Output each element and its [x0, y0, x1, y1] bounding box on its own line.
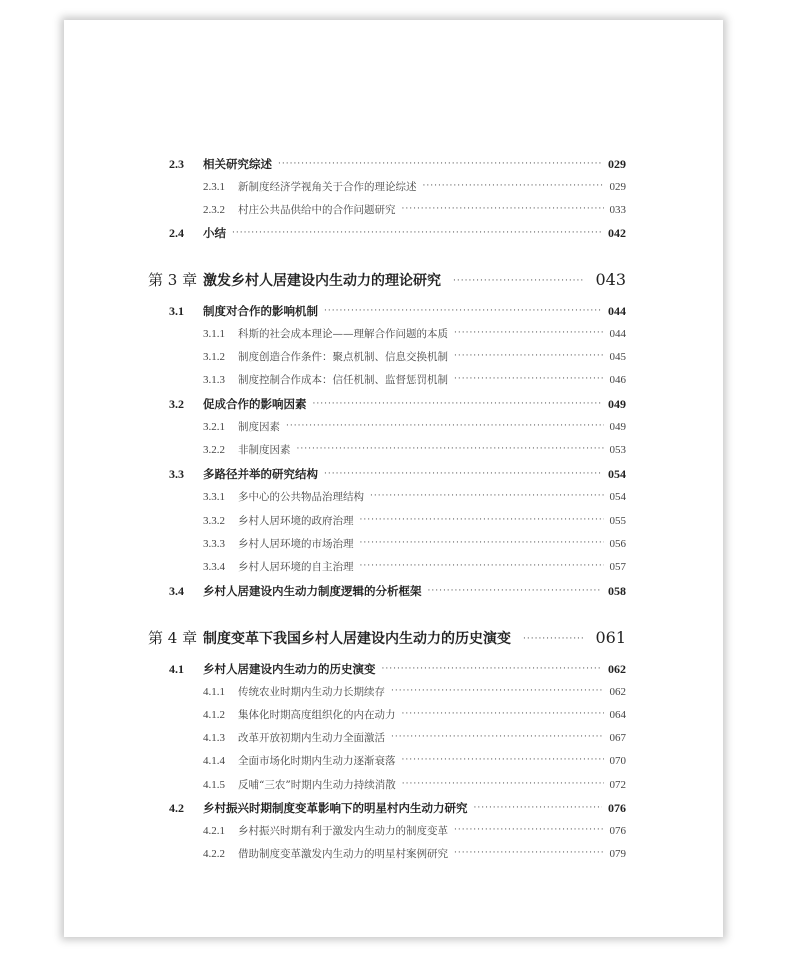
toc-entry-3-1-1[interactable]	[203, 326, 626, 341]
dot-leader	[297, 444, 604, 454]
entry-number: 4.2	[169, 801, 184, 815]
toc-entry-3-1-3[interactable]	[203, 372, 626, 387]
entry-page: 046	[609, 374, 626, 386]
dot-leader	[523, 634, 585, 644]
toc-entry-3-3-1[interactable]	[203, 489, 626, 504]
chapter-title: 激发乡村人居建设内生动力的理论研究	[203, 273, 441, 289]
dot-leader	[402, 779, 604, 789]
entry-page: 044	[608, 304, 626, 318]
entry-number: 4.2.1	[203, 825, 225, 837]
toc-entry-4-2-1[interactable]	[203, 823, 626, 838]
toc-entry-2-3[interactable]	[169, 156, 626, 172]
entry-title: 乡村人居环境的政府治理	[238, 515, 354, 527]
entry-title: 乡村人居建设内生动力制度逻辑的分析框架	[203, 584, 422, 598]
dot-leader	[370, 491, 604, 501]
entry-title: 全面市场化时期内生动力逐渐衰落	[238, 755, 396, 767]
toc-entry-3-3-3[interactable]	[203, 536, 626, 551]
entry-title: 乡村振兴时期有利于激发内生动力的制度变革	[238, 825, 448, 837]
entry-number: 3.3.2	[203, 515, 225, 527]
entry-title: 小结	[203, 226, 226, 240]
dot-leader	[423, 181, 604, 191]
chapter-page: 061	[595, 628, 626, 647]
entry-page: 049	[608, 397, 626, 411]
toc-entry-3-2-2[interactable]	[203, 442, 626, 457]
dot-leader	[454, 328, 604, 338]
entry-title: 改革开放初期内生动力全面激活	[238, 732, 385, 744]
entry-title: 制度对合作的影响机制	[203, 304, 318, 318]
chapter-page: 043	[595, 270, 626, 289]
dot-leader	[474, 803, 603, 813]
entry-number: 3.3.3	[203, 538, 225, 550]
entry-page: 053	[609, 444, 626, 456]
entry-page: 076	[609, 825, 626, 837]
dot-leader	[360, 538, 604, 548]
entry-number: 3.1.1	[203, 328, 225, 340]
entry-title: 借助制度变革激发内生动力的明星村案例研究	[238, 848, 448, 860]
entry-page: 044	[609, 328, 626, 340]
entry-number: 3.3.1	[203, 491, 225, 503]
toc-entry-4-1-2[interactable]	[203, 707, 626, 722]
toc-entry-3-3[interactable]	[169, 466, 626, 482]
entry-number: 4.1.3	[203, 732, 225, 744]
entry-number: 4.2.2	[203, 848, 225, 860]
entry-page: 062	[609, 686, 626, 698]
entry-title: 乡村振兴时期制度变革影响下的明星村内生动力研究	[203, 801, 468, 815]
dot-leader	[324, 469, 602, 479]
toc-chapter-4[interactable]	[148, 627, 626, 648]
entry-title: 制度创造合作条件：聚点机制、信息交换机制	[238, 351, 448, 363]
entry-title: 新制度经济学视角关于合作的理论综述	[238, 181, 417, 193]
entry-number: 3.2	[169, 397, 184, 411]
toc-entry-2-4[interactable]	[169, 225, 626, 241]
entry-number: 2.3.1	[203, 181, 225, 193]
toc-entry-4-1[interactable]	[169, 661, 626, 677]
entry-page: 067	[609, 732, 626, 744]
dot-leader	[391, 686, 604, 696]
dot-leader	[454, 351, 604, 361]
dot-leader	[402, 709, 604, 719]
entry-title: 多路径并举的研究结构	[203, 467, 318, 481]
entry-number: 4.1.5	[203, 779, 225, 791]
entry-page: 045	[609, 351, 626, 363]
entry-page: 054	[609, 491, 626, 503]
entry-title: 乡村人居环境的市场治理	[238, 538, 354, 550]
entry-page: 055	[609, 515, 626, 527]
toc-entry-3-1[interactable]	[169, 303, 626, 319]
dot-leader	[391, 732, 604, 742]
dot-leader	[324, 306, 602, 316]
entry-number: 2.4	[169, 226, 184, 240]
dot-leader	[360, 561, 604, 571]
entry-title: 促成合作的影响因素	[203, 397, 307, 411]
toc-entry-4-1-3[interactable]	[203, 730, 626, 745]
entry-page: 072	[609, 779, 626, 791]
entry-number: 4.1.2	[203, 709, 225, 721]
chapter-number: 第 3 章	[148, 271, 198, 289]
dot-leader	[286, 421, 604, 431]
entry-page: 076	[608, 801, 626, 815]
entry-page: 056	[609, 538, 626, 550]
toc-entry-2-3-2[interactable]	[203, 202, 626, 217]
dot-leader	[360, 515, 604, 525]
entry-page: 058	[608, 584, 626, 598]
entry-page: 029	[609, 181, 626, 193]
dot-leader	[402, 755, 604, 765]
toc-entry-3-2[interactable]	[169, 396, 626, 412]
entry-number: 2.3	[169, 157, 184, 171]
entry-number: 3.1.3	[203, 374, 225, 386]
entry-number: 4.1.1	[203, 686, 225, 698]
entry-page: 033	[609, 204, 626, 216]
entry-number: 3.1	[169, 304, 184, 318]
toc-entry-4-1-5[interactable]	[203, 777, 626, 792]
entry-page: 054	[608, 467, 626, 481]
entry-title: 集体化时期高度组织化的内在动力	[238, 709, 396, 721]
dot-leader	[454, 825, 604, 835]
entry-page: 070	[609, 755, 626, 767]
toc-entry-4-2-2[interactable]	[203, 846, 626, 861]
toc-entry-3-4[interactable]	[169, 583, 626, 599]
dot-leader	[313, 399, 603, 409]
entry-title: 科斯的社会成本理论——理解合作问题的本质	[238, 328, 448, 340]
toc-entry-4-2[interactable]	[169, 800, 626, 816]
entry-number: 3.1.2	[203, 351, 225, 363]
dot-leader	[453, 276, 585, 286]
dot-leader	[232, 228, 602, 238]
toc-entry-2-3-1[interactable]	[203, 179, 626, 194]
entry-page: 079	[609, 848, 626, 860]
entry-number: 3.2.2	[203, 444, 225, 456]
entry-number: 4.1	[169, 662, 184, 676]
entry-title: 村庄公共品供给中的合作问题研究	[238, 204, 396, 216]
entry-page: 057	[609, 561, 626, 573]
entry-title: 传统农业时期内生动力长期续存	[238, 686, 385, 698]
entry-number: 3.3	[169, 467, 184, 481]
book-page	[64, 20, 723, 937]
entry-page: 029	[608, 157, 626, 171]
entry-page: 042	[608, 226, 626, 240]
entry-number: 3.4	[169, 584, 184, 598]
chapter-number: 第 4 章	[148, 629, 198, 647]
entry-page: 049	[609, 421, 626, 433]
toc-entry-3-1-2[interactable]	[203, 349, 626, 364]
entry-page: 062	[608, 662, 626, 676]
dot-leader	[454, 374, 604, 384]
toc-entry-4-1-1[interactable]	[203, 684, 626, 699]
dot-leader	[382, 664, 603, 674]
entry-number: 3.3.4	[203, 561, 225, 573]
entry-title: 制度因素	[238, 421, 280, 433]
toc-entry-4-1-4[interactable]	[203, 753, 626, 768]
entry-number: 3.2.1	[203, 421, 225, 433]
chapter-title: 制度变革下我国乡村人居建设内生动力的历史演变	[203, 631, 511, 647]
entry-title: 反哺“三农”时期内生动力持续消散	[238, 779, 396, 791]
toc-entry-3-3-4[interactable]	[203, 559, 626, 574]
entry-title: 非制度因素	[238, 444, 291, 456]
dot-leader	[278, 159, 602, 169]
entry-number: 4.1.4	[203, 755, 225, 767]
entry-title: 多中心的公共物品治理结构	[238, 491, 364, 503]
dot-leader	[428, 586, 603, 596]
toc-chapter-3[interactable]	[148, 269, 626, 290]
entry-title: 乡村人居环境的自主治理	[238, 561, 354, 573]
entry-title: 制度控制合作成本：信任机制、监督惩罚机制	[238, 374, 448, 386]
entry-number: 2.3.2	[203, 204, 225, 216]
toc-entry-3-2-1[interactable]	[203, 419, 626, 434]
entry-title: 乡村人居建设内生动力的历史演变	[203, 662, 376, 676]
dot-leader	[454, 848, 604, 858]
toc-entry-3-3-2[interactable]	[203, 513, 626, 528]
dot-leader	[402, 204, 604, 214]
entry-page: 064	[609, 709, 626, 721]
entry-title: 相关研究综述	[203, 157, 272, 171]
